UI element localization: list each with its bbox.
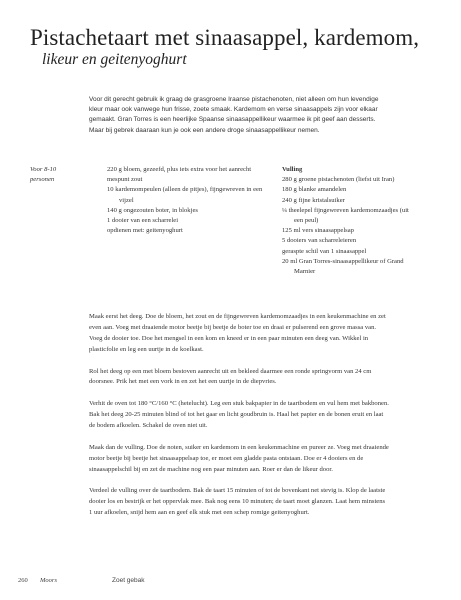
method-steps [89,312,389,530]
ingredient-item: 140 g ongezouten boter, in blokjes [107,206,198,214]
ingredient-item: 1 dooier van een scharrelei [107,217,179,225]
ingredient-item: 220 g bloem, gezeefd, plus iets extra voor het aanrecht [107,166,252,173]
servings-line: personen [30,176,55,184]
method-paragraph: Rol het deeg op een met bloem bestoven aanrecht uit en bekleed daarmee een ronde springvorm van 24 cm doorsnee. Prik het met een vork in en zet het een uurtje in de diepvries. [89,367,372,386]
filling-heading: Vulling [282,166,303,173]
ingredient-item: opdienen met: geitenyoghurt [107,227,183,235]
servings-line: Voor 8-10 [30,166,57,173]
ingredient-item: 280 g groene pistachenoten (liefst uit Iran) [282,176,395,184]
ingredient-item: 125 ml vers sinaasappelsap [282,227,354,235]
ingredient-list-dough [107,165,267,236]
servings [30,165,56,185]
ingredient-item: ¼ theelepel fijngewreven kardemomzaadjes (uit een peul) [282,206,409,225]
recipe-subtitle: likeur en geitenyoghurt [42,51,187,68]
page-number: 260 [18,577,28,584]
intro-text [89,95,389,136]
ingredient-list-filling [282,165,412,277]
intro-paragraph: Voor dit gerecht gebruik ik graag de grasgroene Iraanse pistachenoten, niet alleen om hun levendige kleur maar ook vanwege hun frisse, zoete smaak. Kardemom en verse sinaasappels zijn voor elkaar gemaakt. Gran Torres is een heerlijke Spaanse sinaasappellikeur waarmee ik pit geef aan desserts. Maar bij gebrek daaraan kun je ook een andere droge sinaasappellikeur nemen. [89,96,379,134]
ingredient-item: mespunt zout [107,176,143,184]
ingredient-item: 240 g fijne kristalsuiker [282,196,345,204]
ingredient-item: 5 dooiers van scharreleieren [282,237,357,245]
chapter-name: Zoet gebak [112,577,145,584]
ingredient-item: 180 g blanke amandelen [282,186,347,194]
book-section: Moors [40,577,57,584]
ingredient-item: 20 ml Gran Torres-sinaasappellikeur of Grand Marnier [282,257,404,276]
method-paragraph: Maak dan de vulling. Doe de noten, suiker en kardemom in een keukenmachine en pureer ze. Voeg met draaiende motor beetje bij beetje het sinaasappelsap toe, er moet een gladde pasta ontstaan. Doe er 4 dooiers en de sinaasappelschil bij en zet de machine nog een paar minuten aan. Roer er dan de likeur door. [89,443,389,473]
method-paragraph: Verdeel de vulling over de taartbodem. Bak de taart 15 minuten of tot de bovenkant net stevig is. Klop de laatste dooier los en bestrijk er het oppervlak mee. Bak nog eens 10 minuten; de taart moet glanzen. Laat hem minstens 1 uur afkoelen, snijd hem aan en geef elk stuk met een schep romige geitenyoghurt. [89,487,386,517]
method-paragraph: Verhit de oven tot 180 °C/160 °C (hetelucht). Leg een stuk bakpapier in de taartbodem en vul hem met bakbonen. Bak het deeg 20-25 minuten blind of tot het gaar en licht goudbruin is. Haal het papier en de bonen eruit en laat de bodem afkoelen. Schakel de oven niet uit. [89,400,389,430]
recipe-title: Pistachetaart met sinaasappel, kardemom, [30,25,420,50]
method-paragraph: Maak eerst het deeg. Doe de bloem, het zout en de fijngewreven kardemomzaadjes in een keukenmachine en zet even aan. Voeg met draaiende motor beetje bij beetje de boter toe en draai er pulserend een grove massa van. Voeg de dooier toe. Doe het mengsel in een kom en kneed er in een paar minuten een deeg van. Wikkel in plasticfolie en leg een uurtje in de koelkast. [89,313,386,353]
ingredient-item: geraspte schil van 1 sinaasappel [282,247,367,255]
ingredient-item: 10 kardemompeulen (alleen de pitjes), fijngewreven in een vijzel [107,186,263,204]
